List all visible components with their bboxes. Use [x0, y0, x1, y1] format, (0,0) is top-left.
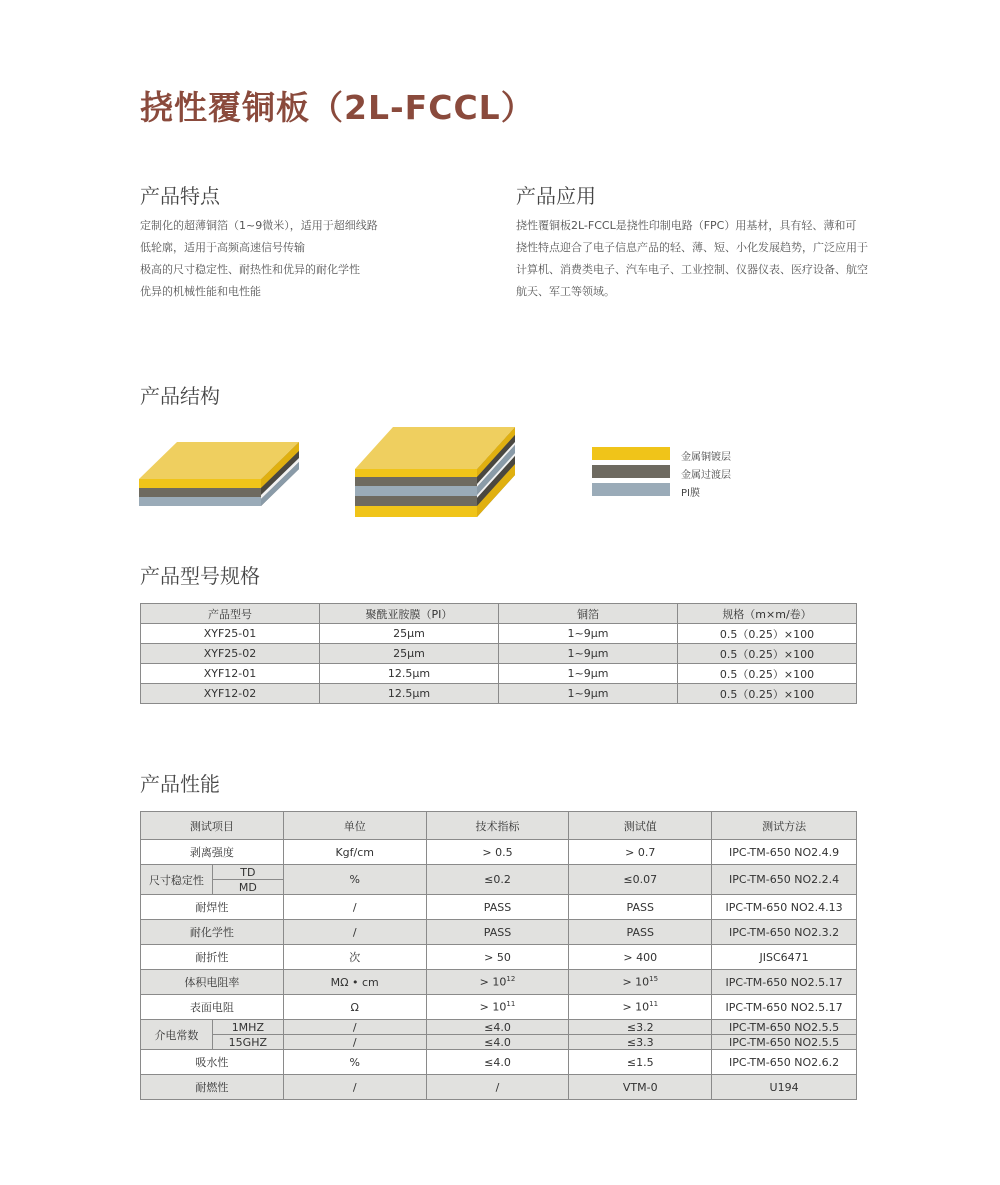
table-cell: IPC-TM-650 NO2.5.5: [712, 1020, 857, 1035]
application-line: 航天、军工等领域。: [516, 285, 615, 298]
spec-heading: 产品型号规格: [140, 564, 260, 588]
feature-line: 定制化的超薄铜箔（1~9微米），适用于超细线路: [140, 219, 378, 232]
column-header: 测试方法: [712, 812, 857, 840]
value-exponent: 11: [649, 1000, 659, 1009]
table-row: [141, 995, 857, 1020]
table-cell: [426, 970, 569, 995]
table-cell: 耐折性: [141, 945, 284, 970]
table-cell: 介电常数: [141, 1020, 213, 1050]
table-cell: 剥离强度: [141, 840, 284, 865]
features-list: [140, 215, 378, 303]
value-exponent: 15: [649, 975, 659, 984]
table-cell: IPC-TM-650 NO2.3.2: [712, 920, 857, 945]
column-header: 铜箔: [499, 604, 678, 624]
table-cell: [569, 970, 712, 995]
table-cell: 0.5（0.25）×100: [678, 624, 857, 644]
table-cell: /: [426, 1075, 569, 1100]
table-cell: 1~9μm: [499, 684, 678, 704]
feature-line: 低轮廓，适用于高频高速信号传输: [140, 241, 305, 254]
legend-label-copper: 金属铜镀层: [681, 452, 731, 463]
value-base: > 10: [479, 1000, 507, 1014]
features-heading: 产品特点: [140, 184, 220, 208]
table-cell: ≤4.0: [426, 1020, 569, 1035]
table-cell: 表面电阻: [141, 995, 284, 1020]
table-cell: PASS: [569, 920, 712, 945]
page-title: 挠性覆铜板（2L-FCCL）: [140, 88, 535, 127]
table-cell: /: [283, 1075, 426, 1100]
table-cell: VTM-0: [569, 1075, 712, 1100]
table-cell: ≤4.0: [426, 1035, 569, 1050]
column-header: 产品型号: [141, 604, 320, 624]
application-line: 计算机、消费类电子、汽车电子、工业控制、仪器仪表、医疗设备、航空: [516, 263, 868, 276]
legend-swatch-transition: [592, 465, 670, 478]
table-cell: > 400: [569, 945, 712, 970]
table-cell: 体积电阻率: [141, 970, 284, 995]
table-row: [141, 684, 857, 704]
value-exponent: 11: [506, 1000, 516, 1009]
feature-line: 优异的机械性能和电性能: [140, 285, 261, 298]
table-row: [141, 664, 857, 684]
table-cell: XYF12-01: [141, 664, 320, 684]
table-cell: IPC-TM-650 NO2.5.17: [712, 995, 857, 1020]
table-cell: MΩ • cm: [283, 970, 426, 995]
table-cell: %: [283, 865, 426, 895]
table-cell: ≤0.07: [569, 865, 712, 895]
legend-swatch-copper: [592, 447, 670, 460]
table-cell: /: [283, 1020, 426, 1035]
table-cell: PASS: [569, 895, 712, 920]
table-row: [141, 945, 857, 970]
table-header-row: [141, 812, 857, 840]
table-cell: 次: [283, 945, 426, 970]
table-cell: > 0.5: [426, 840, 569, 865]
table-cell: ≤4.0: [426, 1050, 569, 1075]
structure-heading: 产品结构: [140, 384, 220, 408]
performance-table: [140, 811, 857, 1100]
table-row: [141, 865, 857, 880]
table-cell: XYF25-01: [141, 624, 320, 644]
column-header: 测试值: [569, 812, 712, 840]
table-cell: /: [283, 895, 426, 920]
table-cell: 尺寸稳定性: [141, 865, 213, 895]
table-row: [141, 840, 857, 865]
table-cell: [569, 995, 712, 1020]
table-cell: 耐化学性: [141, 920, 284, 945]
table-cell: /: [283, 1035, 426, 1050]
table-cell: ≤3.2: [569, 1020, 712, 1035]
table-cell: PASS: [426, 895, 569, 920]
legend-swatch-pi: [592, 483, 670, 496]
feature-line: 极高的尺寸稳定性、耐热性和优异的耐化学性: [140, 263, 360, 276]
table-row: [141, 1075, 857, 1100]
table-cell: IPC-TM-650 NO2.5.5: [712, 1035, 857, 1050]
table-cell: 耐焊性: [141, 895, 284, 920]
legend-label-transition: 金属过渡层: [681, 470, 731, 481]
column-header: 规格（m×m/卷）: [678, 604, 857, 624]
table-cell: IPC-TM-650 NO2.5.17: [712, 970, 857, 995]
application-heading: 产品应用: [516, 184, 596, 208]
table-cell: IPC-TM-650 NO2.2.4: [712, 865, 857, 895]
table-cell: XYF25-02: [141, 644, 320, 664]
table-cell: 吸水性: [141, 1050, 284, 1075]
table-cell: 25μm: [320, 624, 499, 644]
application-text: [516, 215, 868, 303]
table-row: [141, 895, 857, 920]
table-cell: TD: [212, 865, 283, 880]
table-row: [141, 1020, 857, 1035]
table-cell: 1~9μm: [499, 664, 678, 684]
table-cell: IPC-TM-650 NO2.4.9: [712, 840, 857, 865]
value-base: > 10: [622, 1000, 650, 1014]
table-cell: 1~9μm: [499, 644, 678, 664]
table-cell: > 50: [426, 945, 569, 970]
performance-heading: 产品性能: [140, 772, 220, 796]
table-row: [141, 970, 857, 995]
double-sided-laminate-diagram: [355, 427, 517, 519]
table-cell: 0.5（0.25）×100: [678, 664, 857, 684]
table-header-row: [141, 604, 857, 624]
table-cell: > 0.7: [569, 840, 712, 865]
table-cell: 0.5（0.25）×100: [678, 684, 857, 704]
table-cell: U194: [712, 1075, 857, 1100]
spec-table: [140, 603, 857, 704]
table-cell: ≤3.3: [569, 1035, 712, 1050]
table-cell: 25μm: [320, 644, 499, 664]
application-line: 挠性特点迎合了电子信息产品的轻、薄、短、小化发展趋势，广泛应用于: [516, 241, 868, 254]
table-cell: 15GHZ: [212, 1035, 283, 1050]
table-cell: /: [283, 920, 426, 945]
single-sided-laminate-diagram: [139, 436, 301, 508]
legend-label-pi: PI膜: [681, 488, 700, 499]
value-exponent: 12: [506, 975, 516, 984]
table-row: [141, 624, 857, 644]
table-cell: 12.5μm: [320, 664, 499, 684]
table-cell: 0.5（0.25）×100: [678, 644, 857, 664]
table-cell: [426, 995, 569, 1020]
table-cell: XYF12-02: [141, 684, 320, 704]
table-cell: IPC-TM-650 NO2.4.13: [712, 895, 857, 920]
table-cell: 耐燃性: [141, 1075, 284, 1100]
column-header: 聚酰亚胺膜（PI）: [320, 604, 499, 624]
table-cell: 1~9μm: [499, 624, 678, 644]
table-row: [141, 920, 857, 945]
table-cell: JISC6471: [712, 945, 857, 970]
value-base: > 10: [622, 975, 650, 989]
table-cell: MD: [212, 880, 283, 895]
table-cell: ≤1.5: [569, 1050, 712, 1075]
table-row: [141, 1050, 857, 1075]
column-header: 单位: [283, 812, 426, 840]
table-row: [141, 644, 857, 664]
table-cell: Kgf/cm: [283, 840, 426, 865]
column-header: 测试项目: [141, 812, 284, 840]
application-line: 挠性覆铜板2L-FCCL是挠性印制电路（FPC）用基材，具有轻、薄和可: [516, 219, 857, 232]
table-cell: %: [283, 1050, 426, 1075]
table-cell: Ω: [283, 995, 426, 1020]
table-cell: 1MHZ: [212, 1020, 283, 1035]
table-cell: ≤0.2: [426, 865, 569, 895]
table-row: [141, 1035, 857, 1050]
table-cell: 12.5μm: [320, 684, 499, 704]
table-cell: PASS: [426, 920, 569, 945]
column-header: 技术指标: [426, 812, 569, 840]
table-cell: IPC-TM-650 NO2.6.2: [712, 1050, 857, 1075]
value-base: > 10: [479, 975, 507, 989]
